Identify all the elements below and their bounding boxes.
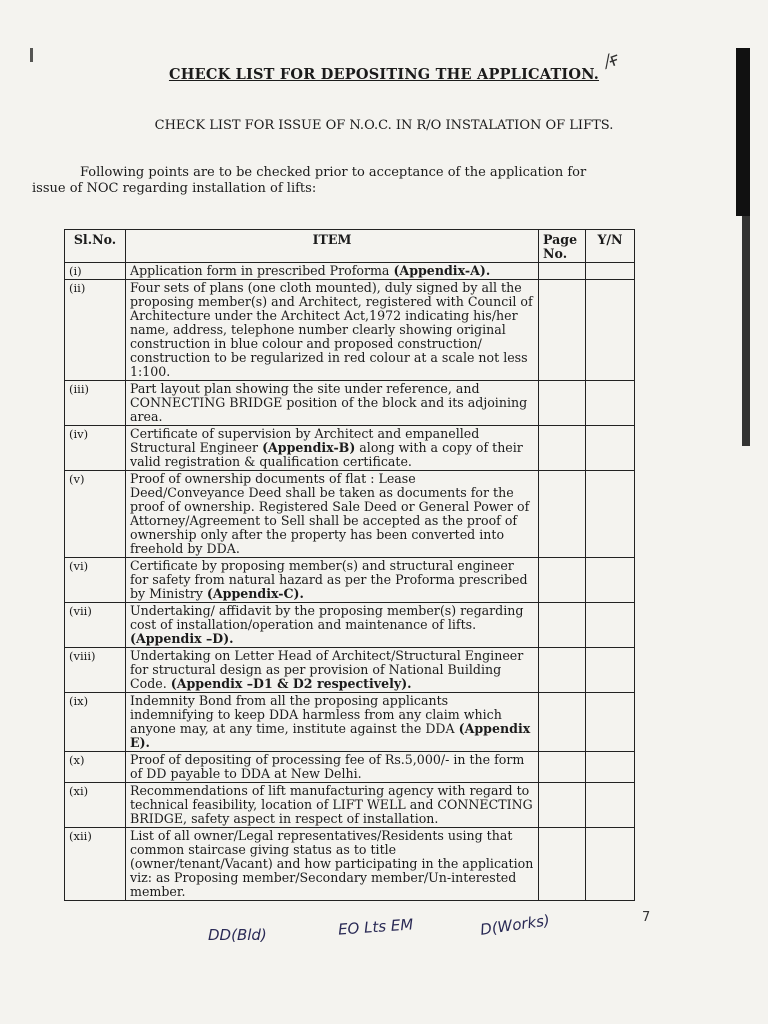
- row-page-no-cell: [539, 558, 586, 603]
- row-sl-no: (x): [65, 752, 126, 783]
- row-page-no-cell: [539, 381, 586, 426]
- row-page-no-cell: [539, 828, 586, 901]
- row-item: [126, 280, 539, 381]
- page-subtitle: CHECK LIST FOR ISSUE OF N.O.C. IN R/O INSTALATION OF LIFTS.: [154, 118, 614, 133]
- page-title: CHECK LIST FOR DEPOSITING THE APPLICATION.: [168, 66, 600, 83]
- row-sl-no: (iii): [65, 381, 126, 426]
- header-sl-no: Sl.No.: [65, 230, 126, 263]
- row-page-no-cell: [539, 752, 586, 783]
- row-item-text-continued: along with a copy of their valid registration & qualification certificate.: [130, 440, 523, 469]
- row-sl-no: (ix): [65, 693, 126, 752]
- row-item: [126, 752, 539, 783]
- row-appendix-ref: (Appendix-B): [262, 440, 356, 455]
- row-page-no-cell: [539, 263, 586, 280]
- row-yes-no-cell: [586, 648, 635, 693]
- row-item: [126, 381, 539, 426]
- row-item-text: Part layout plan showing the site under reference, and CONNECTING BRIDGE position of the block and its adjoining area.: [130, 381, 528, 424]
- row-appendix-ref: (Appendix –D1 & D2 respectively).: [170, 676, 412, 691]
- row-sl-no: (vi): [65, 558, 126, 603]
- table-row: [65, 280, 635, 381]
- table-row: [65, 693, 635, 752]
- header-item: ITEM: [126, 230, 539, 263]
- row-yes-no-cell: [586, 693, 635, 752]
- row-sl-no: (v): [65, 471, 126, 558]
- table-body: [65, 263, 635, 901]
- row-item-text: Recommendations of lift manufacturing agency with regard to technical feasibility, location of LIFT WELL and CONNECTING BRIDGE, safety aspect in respect of installation.: [130, 783, 533, 826]
- row-yes-no-cell: [586, 603, 635, 648]
- row-item-text: Undertaking/ affidavit by the proposing member(s) regarding cost of installation/operation and maintenance of lifts.: [130, 603, 524, 632]
- row-page-no-cell: [539, 280, 586, 381]
- row-item: [126, 603, 539, 648]
- row-appendix-ref: (Appendix-C).: [206, 586, 304, 601]
- row-sl-no: (iv): [65, 426, 126, 471]
- row-sl-no: (i): [65, 263, 126, 280]
- row-yes-no-cell: [586, 752, 635, 783]
- intro-paragraph: [32, 165, 612, 197]
- row-sl-no: (xi): [65, 783, 126, 828]
- table-row: [65, 783, 635, 828]
- row-item: [126, 648, 539, 693]
- row-item-text: List of all owner/Legal representatives/Residents using that common staircase giving status as to title (owner/tenant/Vacant) and how participating in the application viz: as Proposing member/Secondary member/Un-interested member.: [130, 828, 534, 899]
- intro-line-2: issue of NOC regarding installation of lifts:: [32, 181, 317, 196]
- corner-handwritten-mark: ⁄ғ: [602, 48, 623, 73]
- table-row: [65, 426, 635, 471]
- row-sl-no: (ii): [65, 280, 126, 381]
- header-yes-no: Y/N: [586, 230, 635, 263]
- row-item: [126, 471, 539, 558]
- table-row: [65, 648, 635, 693]
- row-item-text: Certificate of supervision by Architect and empanelled Structural Engineer: [130, 426, 480, 455]
- row-item-text: Undertaking on Letter Head of Architect/Structural Engineer for structural design as per provision of National Building Code.: [130, 648, 524, 691]
- row-item: [126, 828, 539, 901]
- row-yes-no-cell: [586, 426, 635, 471]
- checklist-table: [64, 229, 635, 901]
- signature-d-works: D(Works): [479, 911, 551, 939]
- row-page-no-cell: [539, 783, 586, 828]
- left-edge-mark: [30, 48, 33, 62]
- table-row: [65, 603, 635, 648]
- table-row: [65, 558, 635, 603]
- header-page-no: Page No.: [539, 230, 586, 263]
- row-item: [126, 426, 539, 471]
- row-page-no-cell: [539, 648, 586, 693]
- row-item: [126, 263, 539, 280]
- row-item-text: Indemnity Bond from all the proposing applicants indemnifying to keep DDA harmless from any claim which anyone may, at any time, institute against the DDA: [130, 693, 502, 736]
- row-item: [126, 693, 539, 752]
- row-yes-no-cell: [586, 280, 635, 381]
- row-appendix-ref: (Appendix E).: [130, 721, 531, 750]
- table-row: [65, 752, 635, 783]
- row-page-no-cell: [539, 426, 586, 471]
- row-item: [126, 783, 539, 828]
- row-yes-no-cell: [586, 263, 635, 280]
- row-item-text: Certificate by proposing member(s) and structural engineer for safety from natural hazard as per the Proforma prescribed by Ministry: [130, 558, 528, 601]
- row-appendix-ref: (Appendix –D).: [130, 631, 234, 646]
- page-number: 7: [642, 910, 651, 925]
- row-item-text: Proof of depositing of processing fee of Rs.5,000/- in the form of DD payable to DDA at New Delhi.: [130, 752, 525, 781]
- signature-eo-lts-em: EO Lts EM: [337, 915, 414, 939]
- table-row: [65, 828, 635, 901]
- row-yes-no-cell: [586, 828, 635, 901]
- row-item-text: Four sets of plans (one cloth mounted), duly signed by all the proposing member(s) and Architect, registered with Council of Architecture under the Architect Act,1972 indicating his/her name, address, telephone number clearly showing original construction in blue colour and proposed construction/ construction to be regularized in red colour at a scale not less 1:100.: [130, 280, 533, 379]
- row-yes-no-cell: [586, 783, 635, 828]
- row-item-text: Proof of ownership documents of flat : Lease Deed/Conveyance Deed shall be taken as documents for the proof of ownership. Registered Sale Deed or General Power of Attorney/Agreement to Sell shall be accepted as the proof of ownership only after the property has been converted into freehold by DDA.: [130, 471, 530, 556]
- row-item-text: Application form in prescribed Proforma: [130, 263, 390, 278]
- row-page-no-cell: [539, 693, 586, 752]
- right-edge-shadow-lower: [742, 216, 750, 446]
- row-page-no-cell: [539, 603, 586, 648]
- table-row: [65, 263, 635, 280]
- table-header-row: [65, 230, 635, 263]
- table-row: [65, 471, 635, 558]
- row-page-no-cell: [539, 471, 586, 558]
- row-sl-no: (xii): [65, 828, 126, 901]
- signature-dd-bld: DD(Bld): [208, 926, 267, 944]
- row-appendix-ref: (Appendix-A).: [393, 263, 491, 278]
- row-yes-no-cell: [586, 471, 635, 558]
- row-sl-no: (viii): [65, 648, 126, 693]
- table-row: [65, 381, 635, 426]
- row-item: [126, 558, 539, 603]
- row-yes-no-cell: [586, 381, 635, 426]
- row-sl-no: (vii): [65, 603, 126, 648]
- intro-line-1: Following points are to be checked prior to acceptance of the application for: [80, 165, 587, 180]
- row-yes-no-cell: [586, 558, 635, 603]
